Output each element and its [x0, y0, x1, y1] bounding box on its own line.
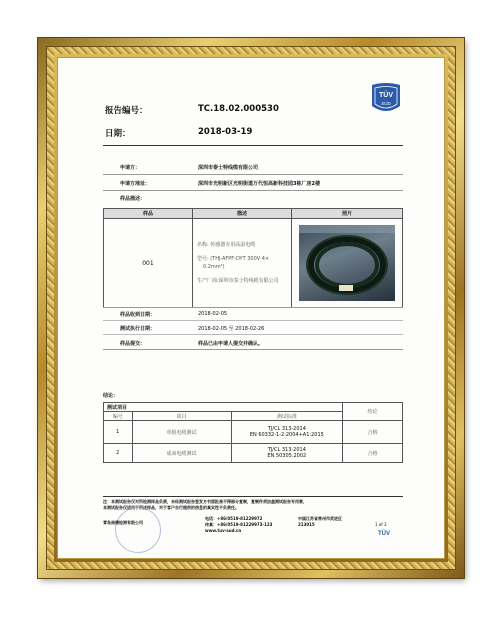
row-1-standard-b: EN 60332-1-2:2004+A1:2015	[249, 432, 324, 438]
footer-postcode: 213015	[298, 522, 315, 527]
row-1-standard-a: TJ/CL 313-2014	[267, 426, 306, 432]
sample-desc-label: 样品描述：	[120, 196, 146, 202]
row-1-standard	[231, 421, 343, 444]
result-col-header: 结论	[343, 403, 403, 421]
applicant-label: 申请方：	[120, 165, 141, 171]
footer-fax: 传真：+86/0519-81229973-123	[205, 522, 273, 527]
cable-photo	[299, 225, 395, 301]
date-value: 2018-03-19	[198, 127, 253, 137]
row-2-item: 成束电缆测试	[132, 444, 231, 463]
photo-cell	[292, 219, 403, 308]
footer-tel: 电话：+86/0519-81229972	[205, 516, 263, 521]
company-seal-stamp	[115, 507, 161, 553]
sample-maker: 生产厂商:深圳市泰士特线缆有限公司	[196, 278, 279, 284]
row-divider	[103, 190, 403, 191]
sample-table	[103, 208, 403, 308]
applicant-address-label: 申请方地址：	[120, 181, 151, 187]
row-1-result: 合格	[343, 421, 403, 444]
row-divider	[103, 307, 403, 308]
applicant-value: 深圳市泰士特线缆有限公司	[198, 165, 259, 171]
sample-model-cont: 0.2mm²)	[202, 264, 225, 270]
row-2-no: 2	[104, 444, 133, 463]
row-1-no: 1	[104, 421, 133, 444]
footer-brand-mark: TÜV	[378, 531, 390, 537]
received-value: 2018-02-05	[198, 311, 228, 317]
row-divider	[103, 320, 403, 321]
row-2-result: 合格	[343, 444, 403, 463]
header-divider	[103, 145, 403, 146]
page-number: 1 of 3	[375, 522, 387, 527]
sample-col-header: 样品	[104, 209, 193, 219]
cable-coil-image	[299, 225, 395, 301]
received-label: 样品收到日期：	[120, 312, 156, 318]
desc-col-header: 描述	[192, 209, 291, 219]
results-table	[103, 402, 403, 463]
test-period-label: 测试执行日期：	[120, 326, 156, 332]
row-1-item: 单根电缆测试	[132, 421, 231, 444]
date-label: 日期：	[105, 129, 131, 139]
results-title: 测试项目	[104, 403, 343, 412]
item-col-header: 项目	[132, 412, 231, 421]
report-no-label: 报告编号：	[105, 106, 148, 116]
footer-address: 中国江苏省常州市武进区	[298, 516, 342, 521]
applicant-address-value: 深圳市光明新区光明街道万代恒高新科技园3栋厂房2楼	[198, 181, 320, 187]
test-period-value: 2018-02-05 至 2018-02-26	[198, 326, 265, 332]
logo-top-text: TÜV	[379, 92, 393, 99]
footer-note-1: 注：本测试报告仅对所检测样品负责，未经测试报告签发方书面批准不得部分复制，复制件须加盖测试报告专用章，	[103, 499, 307, 504]
row-2-standard-a: TJ/CL 313-2014	[267, 447, 306, 453]
standard-col-header: 测试标准	[231, 412, 343, 421]
sample-description	[192, 219, 291, 308]
sample-model: 型号: (THJ-AFPF-DYT 300V 4×	[196, 256, 270, 262]
row-2-standard	[231, 444, 343, 463]
sample-name: 名称: 传感器专用高温电缆	[196, 242, 256, 248]
frame-molding	[46, 46, 456, 570]
logo-bottom-text: SÜD	[381, 101, 391, 106]
row-divider	[103, 349, 403, 350]
report-no-value: TC.18.02.000530	[198, 104, 279, 114]
row-divider	[103, 334, 403, 335]
footer-company: 青岛南德检测有限公司	[103, 520, 143, 525]
gold-picture-frame	[38, 38, 464, 578]
no-col-header: 编号	[104, 412, 133, 421]
sample-submit-label: 样品提交：	[120, 341, 146, 347]
row-divider	[103, 174, 403, 175]
tuv-sud-logo	[370, 82, 402, 116]
photo-col-header: 照片	[292, 209, 403, 219]
footer-web: www.tuv-sud.cn	[205, 528, 242, 533]
sample-id: 001	[104, 219, 193, 308]
row-2-standard-b: EN 50305:2002	[267, 453, 307, 459]
sample-submit-value: 样品已由申请人提交并确认。	[198, 341, 264, 347]
footer-divider	[103, 496, 403, 497]
conclusion-label: 结论：	[103, 393, 119, 399]
footer-note-2: 本测试报告仅适用于所述样品，对于客户自行提供的信息的真实性不负责任。	[103, 505, 239, 510]
